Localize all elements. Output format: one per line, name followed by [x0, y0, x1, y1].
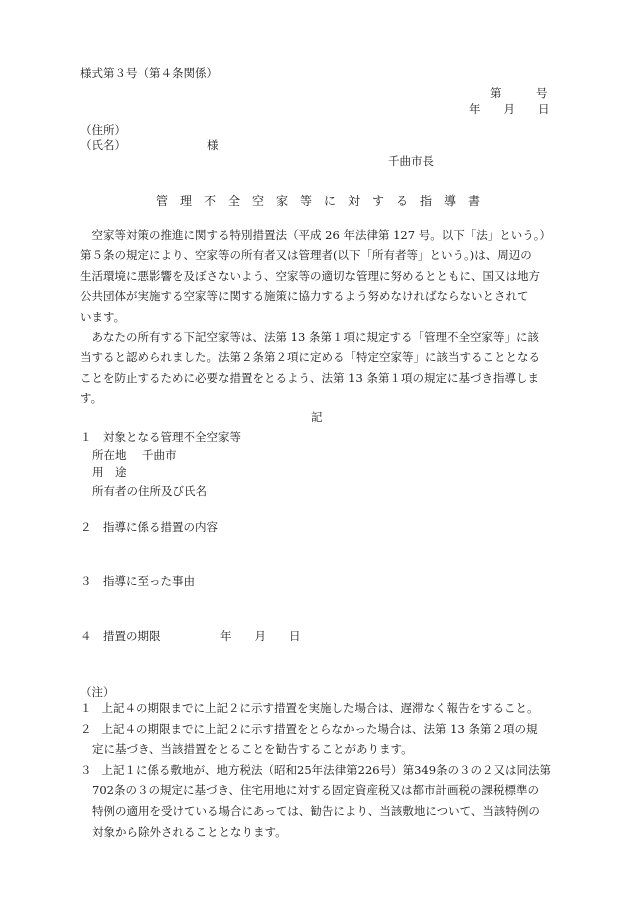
item-2-heading: ２ 指導に係る措置の内容: [80, 520, 218, 534]
location-value: 千曲市: [142, 448, 177, 462]
body-line: あなたの所有する下記空家等は、法第 13 条第１項に規定する「管理不全空家等」に該: [80, 330, 539, 344]
document-number: 第 号: [490, 86, 548, 100]
note-line: 上記４の期限までに上記２に示す措置を実施した場合は、遅滞なく報告をすること。: [101, 701, 539, 715]
note-line: 上記１に係る敷地が、地方税法（昭和25年法律第226号）第349条の３の２又は同法第: [101, 762, 552, 777]
note-line: 定に基づき、当該措置をとることを勧告することがあります。: [92, 742, 413, 757]
issuer: 千曲市長: [388, 154, 434, 168]
body-line: います。: [80, 309, 126, 324]
note-item: [80, 760, 558, 842]
note-item: [80, 698, 558, 719]
body-paragraph-2: [80, 327, 558, 409]
issue-date: 年 月 日: [469, 102, 550, 116]
note-line: 702条の３の規定に基づき、住宅用地に対する固定資産税又は都市計画税の課税標準の: [92, 783, 539, 798]
note-line: 上記４の期限までに上記２に示す措置をとらなかった場合は、法第 13 条第２項の規: [101, 721, 538, 736]
name-label: （氏名）: [80, 138, 126, 152]
body-line: 生活環境に悪影響を及ぼさないよう、空家等の適切な管理に努めるとともに、国又は地方: [80, 268, 540, 283]
note-line: 特例の適用を受けている場合にあっては、勧告により、当該敷地について、当該特例の: [92, 803, 540, 818]
body-line: 第５条の規定により、空家等の所有者又は管理者(以下「所有者等」という。)は、周辺の: [80, 248, 532, 263]
body-line: 当すると認められました。法第２条第２項に定める「特定空家等」に該当することとなる: [80, 350, 540, 365]
body-line: ことを防止するために必要な措置をとるよう、法第 13 条第１項の規定に基づき指導しま: [80, 370, 539, 385]
body-paragraph-1: [80, 225, 558, 327]
address-label: （住所）: [80, 123, 126, 137]
notes-list: [80, 698, 558, 842]
note-line: 対象から除外されることとなります。: [92, 824, 287, 839]
item-4-date: 年 月 日: [220, 629, 301, 643]
location-label: 所在地: [92, 448, 127, 462]
document-title: 管 理 不 全 空 家 等 に 対 す る 指 導 書: [156, 194, 481, 208]
use-label: 用 途: [92, 465, 127, 479]
form-number: 様式第３号（第４条関係）: [80, 66, 218, 80]
note-item: [80, 719, 558, 760]
note-number: ２: [80, 721, 92, 736]
body-line: す。: [80, 391, 103, 406]
item-1-heading: １ 対象となる管理不全空家等: [80, 430, 241, 444]
honorific: 様: [207, 138, 219, 152]
owner-label: 所有者の住所及び氏名: [92, 484, 207, 498]
notes-heading: （注）: [80, 685, 115, 699]
body-line: 空家等対策の推進に関する特別措置法（平成 26 年法律第 127 号。以下「法」という。）: [80, 228, 551, 242]
item-4-heading: ４ 措置の期限: [80, 629, 161, 643]
note-number: ３: [80, 762, 92, 777]
ki-heading: 記: [311, 410, 323, 424]
item-3-heading: ３ 指導に至った事由: [80, 574, 195, 588]
note-number: １: [80, 701, 92, 715]
body-line: 公共団体が実施する空家等に関する施策に協力するよう努めなければならないとされて: [80, 289, 529, 304]
